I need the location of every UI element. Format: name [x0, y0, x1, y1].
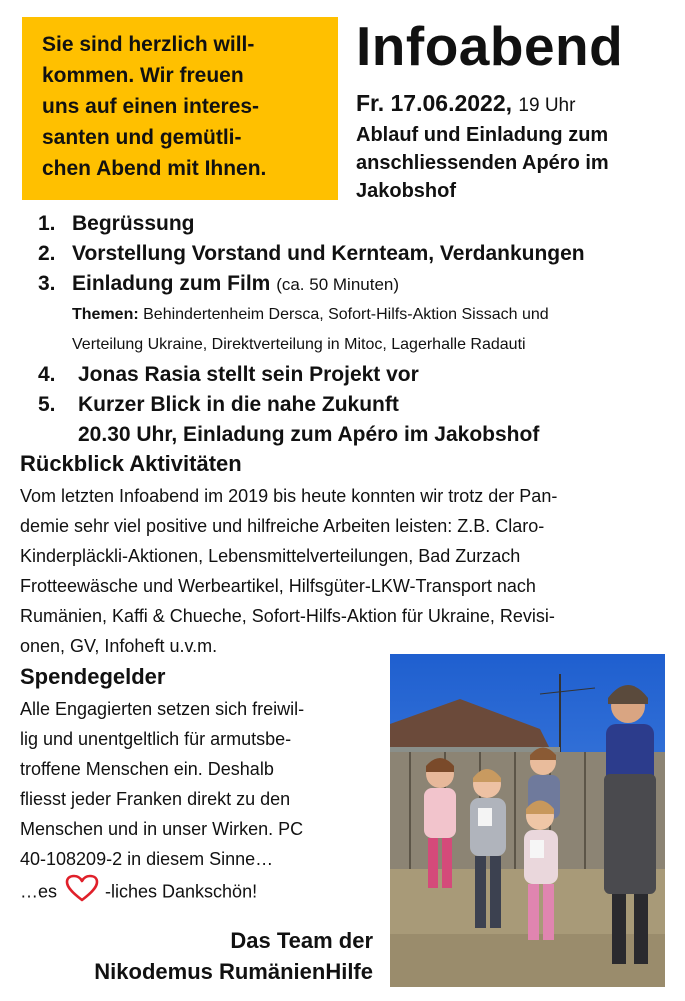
paragraph-line: troffene Menschen ein. Deshalb: [20, 759, 274, 779]
agenda-label: Einladung zum Film: [72, 272, 271, 295]
thanks-suffix: -liches Dankschön!: [105, 881, 258, 902]
themes-text: Behindertenheim Dersca, Sofort-Hilfs-Aktion Sissach und: [143, 306, 549, 323]
agenda-label: Kurzer Blick in die nahe Zukunft: [78, 393, 399, 416]
agenda-item: [38, 360, 678, 390]
rueckblick-text: [20, 481, 557, 661]
paragraph-line: 40-108209-2 in diesem Sinne…: [20, 849, 274, 869]
paragraph-line: lig und unentgeltlich für armutsbe-: [20, 729, 292, 749]
welcome-line: chen Abend mit Ihnen.: [42, 157, 267, 180]
welcome-box: [22, 17, 338, 200]
paragraph-line: Alle Engagierten setzen sich freiwil-: [20, 699, 305, 719]
agenda-label: Begrüssung: [72, 212, 195, 235]
agenda-number: 2.: [38, 242, 56, 265]
agenda-themes: [38, 300, 678, 360]
welcome-line: santen und gemütli-: [42, 126, 242, 149]
agenda-label: Jonas Rasia stellt sein Projekt vor: [78, 363, 419, 386]
paragraph-line: fliesst jeder Franken direkt zu den: [20, 789, 291, 809]
paragraph-line: Menschen und in unser Wirken. PC: [20, 819, 304, 839]
paragraph-line: Kinderpläckli-Aktionen, Lebensmittelverteilungen, Bad Zurzach: [20, 546, 521, 566]
event-date: [356, 88, 575, 121]
event-date-value: Fr. 17.06.2022,: [356, 90, 513, 116]
agenda-item-sub: 20.30 Uhr, Einladung zum Apéro im Jakobshof: [78, 423, 540, 446]
page-title: Infoabend: [356, 15, 624, 77]
rueckblick-heading: Rückblick Aktivitäten: [20, 451, 242, 476]
team-line: Das Team der: [230, 928, 373, 953]
welcome-line: uns auf einen interes-: [42, 95, 260, 118]
agenda-number: 5.: [38, 393, 56, 416]
agenda-item: [38, 269, 678, 300]
paragraph-line: Vom letzten Infoabend im 2019 bis heute konnten wir trotz der Pan-: [20, 486, 558, 506]
themes-line: Verteilung Ukraine, Direktverteilung in Mitoc, Lagerhalle Radauti: [72, 336, 526, 353]
spendegelder-text: [20, 694, 304, 911]
team-signature: [94, 925, 373, 987]
themes-label: Themen:: [72, 306, 139, 323]
heart-icon: [65, 874, 99, 911]
photo-children-with-woman: [390, 654, 665, 987]
welcome-line: kommen. Wir freuen: [42, 64, 244, 87]
paragraph-line: Frotteewäsche und Werbeartikel, Hilfsgüter-LKW-Transport nach: [20, 576, 536, 596]
agenda-number: 3.: [38, 272, 56, 295]
themes-line: [72, 300, 678, 330]
agenda-note: (ca. 50 Minuten): [276, 275, 400, 294]
event-subtitle: [356, 121, 609, 205]
agenda-item: [38, 390, 678, 420]
paragraph-line: onen, GV, Infoheft u.v.m.: [20, 636, 218, 656]
paragraph-line: demie sehr viel positive und hilfreiche Arbeiten leisten: Z.B. Claro-: [20, 516, 545, 536]
agenda-number: 4.: [38, 363, 56, 386]
agenda-list: [38, 209, 678, 450]
agenda-item: [38, 209, 678, 239]
agenda-label: Vorstellung Vorstand und Kernteam, Verdankungen: [72, 242, 585, 265]
agenda-item: [38, 239, 678, 269]
team-line: Nikodemus RumänienHilfe: [94, 959, 373, 984]
welcome-line: Sie sind herzlich will-: [42, 33, 255, 56]
subtitle-line: anschliessenden Apéro im: [356, 152, 609, 174]
subtitle-line: Ablauf und Einladung zum: [356, 124, 609, 146]
subtitle-line: Jakobshof: [356, 180, 457, 202]
spendegelder-heading: Spendegelder: [20, 664, 166, 689]
thanks-prefix: …es: [20, 881, 58, 902]
thanks-line: [20, 874, 304, 911]
agenda-number: 1.: [38, 212, 56, 235]
paragraph-line: Rumänien, Kaffi & Chueche, Sofort-Hilfs-Aktion für Ukraine, Revisi-: [20, 606, 555, 626]
event-time: 19 Uhr: [518, 95, 576, 116]
